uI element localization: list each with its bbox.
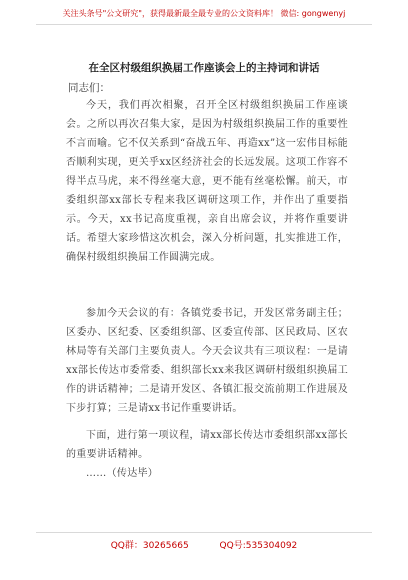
paragraph: 参加今天会议的有：各镇党委书记，开发区常务副主任；区委办、区纪委、区委组织部、区委宣传部、区民政局、区农林局等有关部门主要负责人。今天会议共有三项议程：一是请xx部长传达市委常委、组织部长xx来我区调研村级组织换届工作的讲话精神；二是请开发区、各镇汇报交流前期工作进展及下步打算；三是请xx书记作重要讲话。 [66, 308, 348, 414]
header-banner: 关注头条号"公文研究"，获得最新最全最专业的公文资料库！ 微信: gongwenyj [62, 9, 346, 18]
footer [0, 538, 408, 552]
header-divider [36, 24, 372, 25]
salutation: 同志们： [68, 82, 110, 94]
paragraph: 下面，进行第一项议程，请xx部长传达市委组织部xx部长的重要讲话精神。 [66, 430, 348, 460]
footer-divider [36, 532, 372, 533]
footer-qq-number: QQ号:535304092 [219, 541, 298, 551]
document-title: 在全区村级组织换届工作座谈会上的主持词和讲话 [88, 62, 320, 74]
paragraph: ……（传达毕） [86, 468, 159, 479]
paragraph: 今天，我们再次相聚，召开全区村级组织换届工作座谈会。之所以再次召集大家，是因为村级组织换届工作的重要性不言而喻。它不仅关系到“奋战五年、再造xx”这一宏伟目标能否顺利实现，更关乎xx区经济社会的长远发展。这项工作容不得半点马虎，来不得丝毫大意，更不能有丝毫松懈。前天，市委组织部xx部长专程来我区调研这项工作，并作出了重要指示。今天，xx书记高度重视，亲自出席会议，并将作重要讲话。希望大家珍惜这次机会，深入分析问题，扎实推进工作，确保村级组织换届工作圆满完成。 [66, 100, 348, 263]
footer-qq-group: QQ群：30265665 [110, 541, 189, 551]
